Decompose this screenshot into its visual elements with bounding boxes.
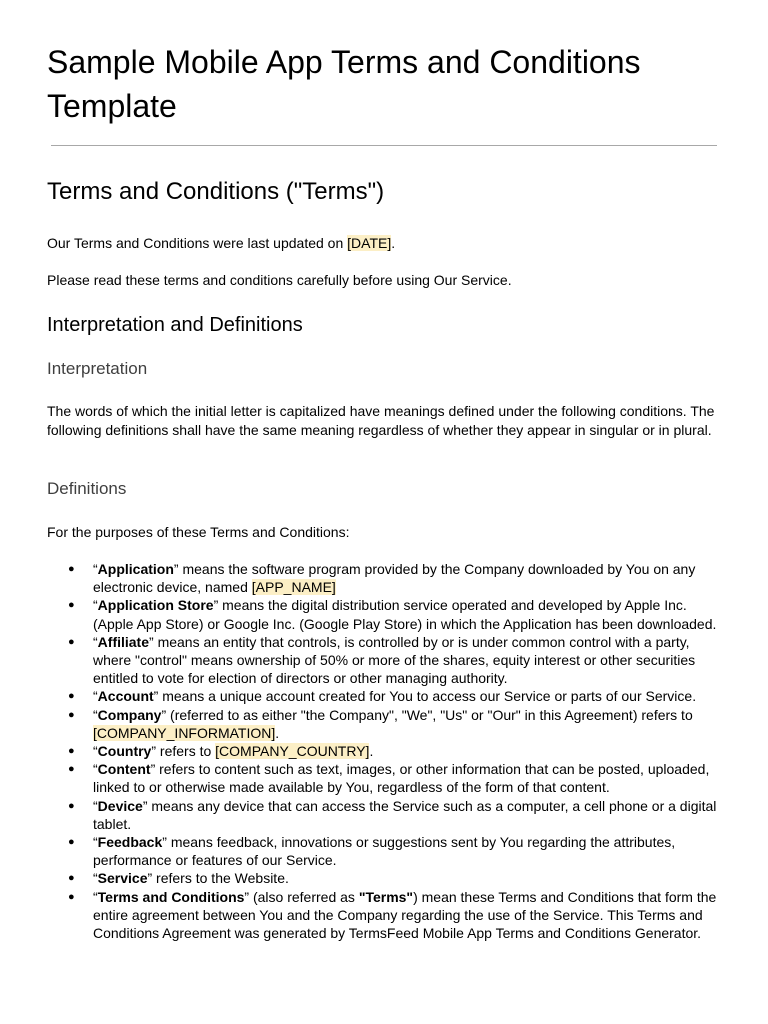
definition-after: .: [275, 724, 280, 741]
definitions-heading: Definitions: [47, 479, 127, 498]
interpretation-heading: Interpretation: [47, 359, 148, 378]
close-quote: ”: [162, 834, 167, 851]
definition-text: means the digital distribution service operated and developed by Apple Inc. (Apple App Store) or Google Inc. (Google Play Store) in which the Application has been downloaded.: [93, 597, 717, 632]
open-quote: “: [93, 834, 98, 851]
open-quote: “: [93, 797, 98, 814]
open-quote: “: [93, 761, 98, 778]
company-country-placeholder: [COMPANY_COUNTRY]: [215, 743, 370, 760]
definition-text: refers to the Website.: [152, 870, 289, 887]
open-quote: “: [93, 633, 98, 650]
definition-item-service: [0, 869, 768, 887]
definition-item-device: [0, 797, 768, 833]
definition-text: (referred to as either "the Company", "We", "Us" or "Our" in this Agreement) refers to: [166, 706, 693, 723]
definition-term: Application Store: [97, 597, 214, 614]
definition-text-continued: ) mean these Terms and Conditions that form the entire agreement between You and the Company regarding the use of the Service. This Terms and Conditions Agreement was generated by TermsFeed Mobile App Terms and Conditions Generator.: [93, 888, 717, 942]
definition-term: Application: [97, 561, 174, 577]
definition-text: means the software program provided by the Company downloaded by You on any electronic device, named: [93, 561, 696, 596]
definition-text: refers to: [156, 743, 216, 760]
horizontal-divider: [51, 145, 717, 146]
open-quote: “: [93, 688, 98, 705]
last-updated-text: Our Terms and Conditions were last updated on: [47, 235, 348, 251]
definition-term-terms: "Terms": [358, 888, 414, 905]
close-quote: ”: [142, 797, 148, 814]
definition-item-application-store: [0, 596, 768, 632]
open-quote: “: [93, 743, 98, 760]
definition-item-application: [0, 560, 768, 596]
open-quote: “: [93, 561, 98, 577]
terms-heading: Terms and Conditions ("Terms"): [47, 178, 385, 205]
close-quote: ”: [153, 688, 159, 705]
close-quote: ”: [147, 870, 153, 887]
close-quote: ”: [173, 561, 179, 577]
close-quote: ”: [149, 633, 154, 650]
close-quote: ”: [150, 761, 156, 778]
definition-after: .: [369, 743, 374, 760]
definition-term: Feedback: [97, 834, 163, 851]
definition-text: means any device that can access the Service such as a computer, a cell phone or a digital tablet.: [93, 797, 717, 832]
definition-item-feedback: [0, 833, 768, 869]
close-quote: ”: [151, 743, 157, 760]
open-quote: “: [93, 888, 98, 905]
document-title: Sample Mobile App Terms and Conditions Template: [47, 44, 641, 124]
definition-term: Service: [97, 870, 148, 887]
definition-term: Account: [97, 688, 154, 705]
definition-text: refers to content such as text, images, or other information that can be posted, uploaded, linked to or otherwise made available by You, regardless of the form of that content.: [93, 761, 710, 796]
definition-item-company: [0, 706, 768, 742]
definition-item-content: [0, 760, 768, 796]
definition-item-terms-and-conditions: [0, 888, 768, 943]
company-information-placeholder: [COMPANY_INFORMATION]: [93, 724, 276, 741]
definition-term: Country: [97, 743, 152, 760]
definition-term: Affiliate: [97, 633, 150, 650]
read-notice: Please read these terms and conditions carefully before using Our Service.: [47, 272, 512, 288]
definitions-intro: For the purposes of these Terms and Conditions:: [47, 524, 350, 540]
definition-term: Company: [97, 706, 162, 723]
definition-text: (also referred as: [249, 888, 359, 905]
app-name-placeholder: [APP_NAME]: [251, 579, 336, 596]
definitions-list: [0, 560, 768, 942]
definition-text: means an entity that controls, is controlled by or is under common control with a party, where "control" means ownership of 50% or more of the shares, equity interest or other securities entitled to vote for election of directors or other managing authority.: [93, 633, 696, 687]
definition-term: Terms and Conditions: [97, 888, 245, 905]
definition-text: means feedback, innovations or suggestions sent by You regarding the attributes, performance or features of our Service.: [93, 834, 676, 869]
definition-text: means a unique account created for You to access our Service or parts of our Service.: [158, 688, 697, 705]
definition-term: Content: [97, 761, 151, 778]
last-updated-suffix: .: [391, 235, 396, 251]
last-updated-paragraph: [47, 234, 727, 253]
open-quote: “: [93, 870, 98, 887]
definition-item-affiliate: [0, 633, 768, 688]
close-quote: ”: [213, 597, 219, 614]
interpretation-definitions-heading: Interpretation and Definitions: [47, 314, 303, 336]
close-quote: ”: [161, 706, 167, 723]
close-quote: ”: [244, 888, 250, 905]
date-placeholder: [DATE]: [347, 235, 392, 251]
open-quote: “: [93, 706, 98, 723]
definition-item-country: [0, 742, 768, 760]
open-quote: “: [93, 597, 98, 614]
definition-term: Device: [97, 797, 143, 814]
interpretation-paragraph: The words of which the initial letter is capitalized have meanings defined under the following conditions. The following definitions shall have the same meaning regardless of whether they appear in singular or in plural.: [47, 403, 715, 438]
definition-item-account: [0, 687, 768, 705]
